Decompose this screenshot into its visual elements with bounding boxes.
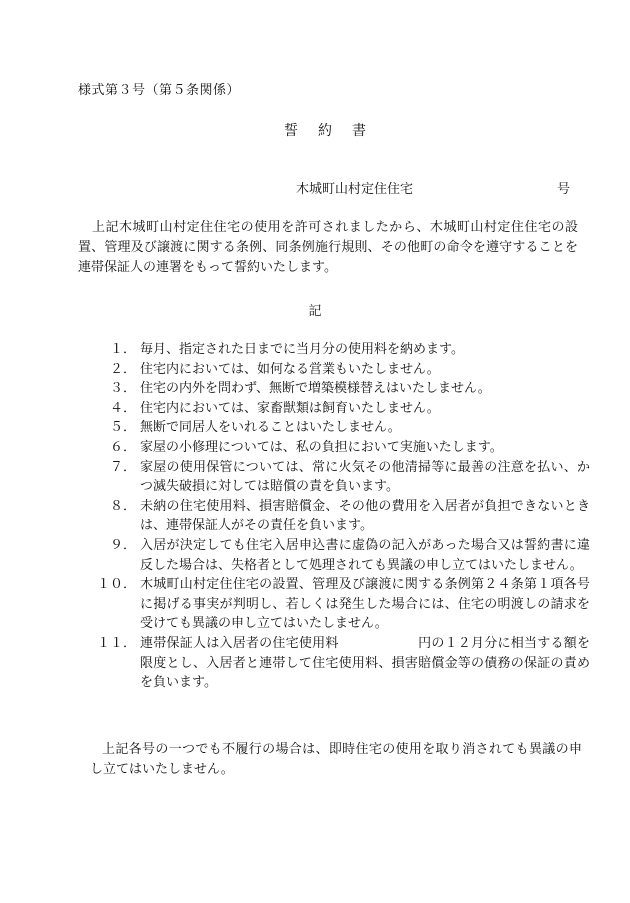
list-item	[90, 536, 590, 575]
item-number: ２．	[109, 361, 136, 377]
list-item	[90, 360, 590, 380]
list-item	[90, 379, 590, 399]
item-number: １０．	[96, 577, 136, 593]
item-number: ４．	[109, 400, 136, 416]
list-item	[90, 458, 590, 497]
item-number: ８．	[109, 498, 136, 514]
item-text: 入居が決定しても住宅入居申込書に虚偽の記入があった場合又は誓約書に違反した場合は、失格者として処理されても異議の申し立てはいたしません。	[140, 537, 590, 573]
item-text: 木城町山村定住住宅の設置、管理及び譲渡に関する条例第２４条第１項各号に掲げる事実が判明し、若しくは発生した場合には、住宅の明渡しの請求を受けても異議の申し立てはいたしません。	[140, 577, 590, 632]
item-number: １１．	[96, 635, 136, 651]
list-item	[90, 497, 590, 536]
pledge-list	[90, 340, 590, 693]
item-number: ７．	[109, 459, 136, 475]
housing-number-label: 号	[557, 182, 571, 197]
item-text: 家屋の小修理については、私の負担において実施いたします。	[140, 439, 503, 455]
item-text: 無断で同居人をいれることはいたしません。	[140, 420, 401, 436]
item-text: 連帯保証人は入居者の住宅使用料 円の１２月分に相当する額を限度とし、入居者と連帯して住宅使用料、損害賠償金等の債務の保証の責めを負います。	[140, 635, 590, 691]
item-number: ３．	[109, 381, 136, 397]
item-text: 住宅内においては、家畜獣類は飼育いたしません。	[140, 400, 440, 416]
intro-paragraph: 上記木城町山村定住住宅の使用を許可されましたから、木城町山村定住住宅の設置、管理及び譲渡に関する条例、同条例施行規則、その他町の命令を遵守することを連帯保証人の連署をもって誓約いたします。	[78, 220, 578, 275]
list-item	[90, 399, 590, 419]
item-text: 住宅の内外を問わず、無断で増築模様替えはいたしません。	[140, 381, 491, 397]
list-item	[90, 438, 590, 458]
list-item	[90, 634, 590, 693]
form-number: 様式第３号（第５条関係）	[78, 83, 241, 98]
closing-paragraph: 上記各号の一つでも不履行の場合は、即時住宅の使用を取り消されても異議の申し立てはいたしません。	[90, 742, 582, 777]
list-item	[90, 340, 590, 360]
item-number: １．	[109, 342, 136, 357]
item-text: 家屋の使用保管については、常に火気その他清掃等に最善の注意を払い、かつ滅失破損に対しては賠償の責を負います。	[140, 459, 590, 495]
item-text: 毎月、指定された日までに当月分の使用料を納めます。	[140, 342, 464, 357]
item-text: 未納の住宅使用料、損害賠償金、その他の費用を入居者が負担できないときは、連帯保証人がその責任を負います。	[140, 498, 590, 534]
item-number: ５．	[109, 420, 136, 436]
item-number: ９．	[109, 537, 136, 553]
item-number: ６．	[109, 439, 136, 455]
document-title: 誓約書	[284, 123, 386, 139]
item-text: 住宅内においては、如何なる営業もいたしません。	[140, 361, 440, 377]
list-item	[90, 575, 590, 634]
housing-label: 木城町山村定住住宅	[296, 182, 414, 197]
list-item	[90, 418, 590, 438]
ki-heading: 記	[308, 304, 322, 319]
